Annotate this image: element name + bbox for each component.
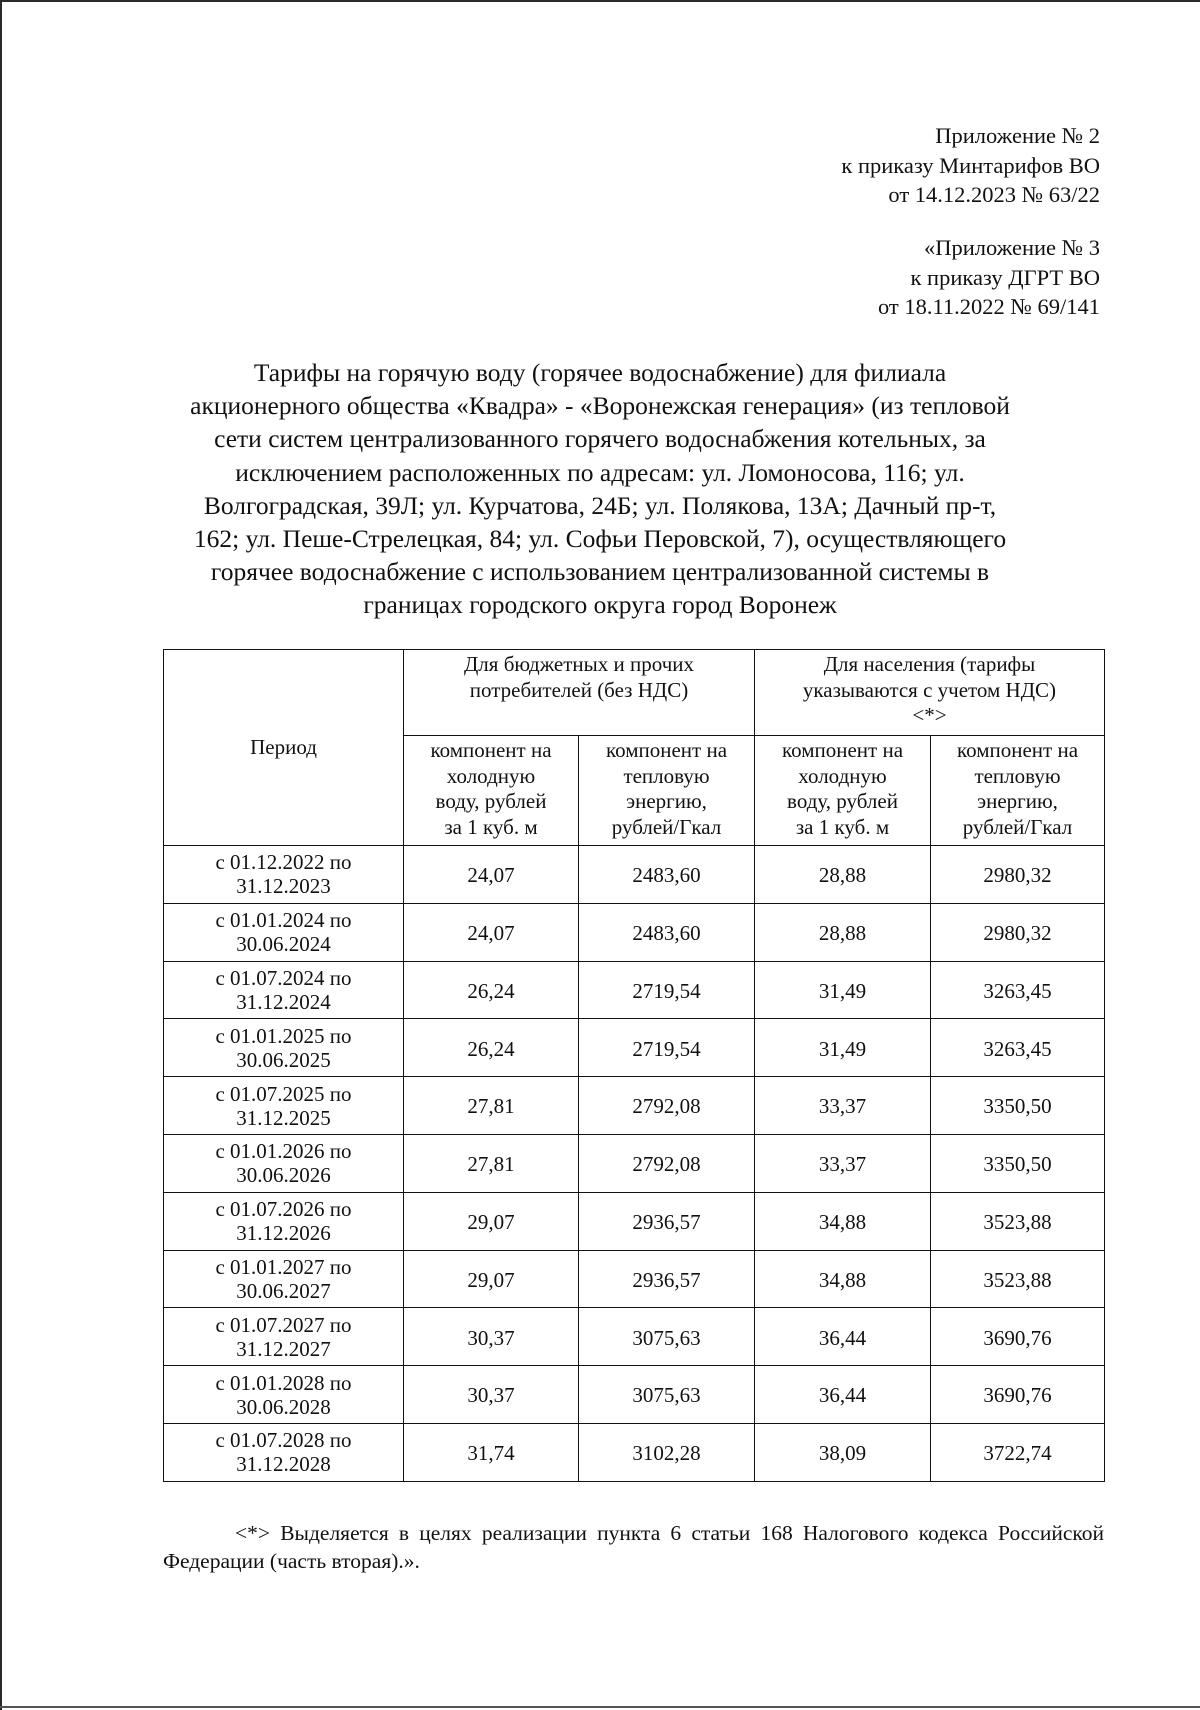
table-row (164, 1192, 1105, 1250)
period-end: 30.06.2026 (236, 1163, 331, 1188)
population-heat-energy-value: 3523,88 (931, 1192, 1105, 1250)
tariff-table-body (164, 846, 1105, 1482)
period-end: 31.12.2025 (236, 1105, 331, 1130)
title-line: акционерного общества «Квадра» - «Воронежская генерация» (из тепловой (190, 391, 1010, 421)
population-heat-energy-value: 3690,76 (931, 1366, 1105, 1424)
header-line: Для бюджетных и прочих (463, 652, 694, 676)
population-cold-water-value: 33,37 (755, 1134, 931, 1192)
period-end: 31.12.2028 (236, 1452, 331, 1477)
population-heat-energy-value: 3722,74 (931, 1423, 1105, 1481)
table-row (164, 1077, 1105, 1135)
budget-cold-water-value: 27,81 (404, 1077, 579, 1135)
period-cell (164, 1134, 404, 1192)
budget-heat-energy-value: 2936,57 (579, 1250, 755, 1308)
budget-heat-energy-value: 3075,63 (579, 1366, 755, 1424)
table-row (164, 846, 1105, 904)
table-row (164, 961, 1105, 1019)
population-heat-energy-value: 2980,32 (931, 846, 1105, 904)
attachment-2-line: от 14.12.2023 № 63/22 (888, 182, 1100, 207)
budget-consumers-header (404, 650, 755, 736)
header-line: тепловую (623, 763, 710, 788)
period-start: с 01.07.2026 по (215, 1197, 352, 1222)
attachment-2-line: Приложение № 2 (935, 123, 1100, 148)
title-line: 162; ул. Пеше-Стрелецкая, 84; ул. Софьи Перовской, 7), осуществляющего (193, 524, 1007, 554)
period-cell (164, 1019, 404, 1077)
budget-heat-energy-value: 2483,60 (579, 846, 755, 904)
attachment-2-line: к приказу Минтарифов ВО (841, 152, 1100, 178)
population-heat-energy-value: 3690,76 (931, 1308, 1105, 1366)
period-cell (164, 903, 404, 961)
population-cold-water-value: 38,09 (755, 1423, 931, 1481)
header-line: компонент на (781, 738, 904, 762)
header-line: за 1 куб. м (795, 814, 890, 839)
budget-heat-energy-value: 2792,08 (579, 1077, 755, 1135)
attachment-3-line: от 18.11.2022 № 69/141 (877, 294, 1100, 319)
budget-cold-water-value: 29,07 (404, 1192, 579, 1250)
title-line: границах городского округа город Воронеж (363, 590, 837, 620)
header-line: компонент на (956, 738, 1079, 762)
header-line: воду, рублей (435, 789, 547, 813)
header-line: воду, рублей (787, 789, 898, 813)
population-header (755, 650, 1105, 736)
table-row (164, 1019, 1105, 1077)
period-end: 31.12.2024 (236, 989, 331, 1014)
population-heat-energy-value: 3263,45 (931, 961, 1105, 1019)
period-end: 30.06.2027 (236, 1278, 331, 1303)
population-cold-water-value: 28,88 (755, 846, 931, 904)
header-line: рублей/Гкал (962, 814, 1073, 839)
period-start: с 01.07.2024 по (215, 965, 352, 990)
header-line: <*> (912, 703, 947, 727)
title-line: горячее водоснабжение с использованием централизованной системы в (210, 557, 990, 587)
population-cold-water-value: 34,88 (755, 1192, 931, 1250)
budget-heat-energy-value: 3075,63 (579, 1308, 755, 1366)
budget-cold-water-value: 26,24 (404, 1019, 579, 1077)
budget-heat-energy-value: 2719,54 (579, 1019, 755, 1077)
budget-cold-water-value: 26,24 (404, 961, 579, 1019)
population-cold-water-value: 33,37 (755, 1077, 931, 1135)
header-line: компонент на (430, 738, 552, 762)
header-line: указываются с учетом НДС) (802, 677, 1057, 702)
table-row (164, 1134, 1105, 1192)
period-end: 30.06.2028 (236, 1394, 331, 1419)
table-row (164, 1423, 1105, 1481)
heat-energy-component-header (931, 736, 1105, 846)
title-line: исключением расположенных по адресам: ул. Ломоносова, 116; ул. (235, 457, 965, 487)
period-cell (164, 1250, 404, 1308)
vat-footnote: <*> Выделяется в целях реализации пункта 6 статьи 168 Налогового кодекса Российской Федерации (часть вторая).». (163, 1521, 1104, 1573)
period-cell (164, 961, 404, 1019)
title-line: сети систем централизованного горячего водоснабжения котельных, за (214, 424, 986, 454)
population-heat-energy-value: 3523,88 (931, 1250, 1105, 1308)
period-start: с 01.07.2027 по (215, 1312, 352, 1337)
page-edge (0, 0, 1200, 2)
cold-water-component-header (755, 736, 931, 846)
budget-cold-water-value: 27,81 (404, 1134, 579, 1192)
header-line: Для населения (тарифы (823, 652, 1036, 676)
header-line: за 1 куб. м (444, 814, 538, 839)
header-line: холодную (446, 763, 536, 788)
budget-cold-water-value: 31,74 (404, 1423, 579, 1481)
header-line: энергию, (626, 789, 707, 813)
period-start: с 01.01.2027 по (215, 1254, 352, 1279)
budget-cold-water-value: 30,37 (404, 1308, 579, 1366)
cold-water-component-header (404, 736, 579, 846)
table-row (164, 1250, 1105, 1308)
budget-cold-water-value: 30,37 (404, 1366, 579, 1424)
period-end: 30.06.2025 (236, 1047, 331, 1072)
period-start: с 01.01.2026 по (215, 1139, 352, 1164)
budget-cold-water-value: 24,07 (404, 846, 579, 904)
budget-heat-energy-value: 2936,57 (579, 1192, 755, 1250)
budget-heat-energy-value: 2719,54 (579, 961, 755, 1019)
period-cell (164, 1077, 404, 1135)
period-cell (164, 1366, 404, 1424)
budget-cold-water-value: 29,07 (404, 1250, 579, 1308)
header-line: рублей/Гкал (611, 814, 722, 839)
attachment-3-line: к приказу ДГРТ ВО (910, 264, 1100, 290)
period-end: 31.12.2026 (236, 1221, 331, 1246)
period-end: 31.12.2023 (236, 874, 331, 899)
page-edge (0, 1706, 1200, 1708)
population-heat-energy-value: 3263,45 (931, 1019, 1105, 1077)
budget-cold-water-value: 24,07 (404, 903, 579, 961)
header-line: компонент на (605, 738, 728, 762)
tariff-table (163, 649, 1105, 1482)
attachment-3-header (680, 233, 1100, 322)
population-cold-water-value: 28,88 (755, 903, 931, 961)
document-title (150, 356, 1050, 622)
budget-heat-energy-value: 2792,08 (579, 1134, 755, 1192)
period-start: с 01.07.2028 по (215, 1428, 352, 1453)
population-heat-energy-value: 2980,32 (931, 903, 1105, 961)
period-cell (164, 1192, 404, 1250)
period-end: 31.12.2027 (236, 1336, 331, 1361)
header-line: энергию, (977, 789, 1058, 813)
population-cold-water-value: 34,88 (755, 1250, 931, 1308)
page-edge (0, 0, 2, 1710)
population-heat-energy-value: 3350,50 (931, 1134, 1105, 1192)
heat-energy-component-header (579, 736, 755, 846)
period-start: с 01.07.2025 по (215, 1081, 352, 1106)
period-cell (164, 846, 404, 904)
attachment-3-line: «Приложение № 3 (924, 235, 1100, 260)
population-cold-water-value: 36,44 (755, 1366, 931, 1424)
period-start: с 01.12.2022 по (215, 850, 352, 875)
table-row (164, 903, 1105, 961)
period-cell (164, 1423, 404, 1481)
attachment-2-header (680, 121, 1100, 210)
period-start: с 01.01.2024 по (215, 908, 352, 933)
header-line: тепловую (974, 763, 1061, 788)
title-line: Тарифы на горячую воду (горячее водоснабжение) для филиала (253, 358, 947, 387)
header-line: потребителей (без НДС) (469, 677, 689, 702)
budget-heat-energy-value: 3102,28 (579, 1423, 755, 1481)
period-cell (164, 1308, 404, 1366)
population-heat-energy-value: 3350,50 (931, 1077, 1105, 1135)
population-cold-water-value: 36,44 (755, 1308, 931, 1366)
period-start: с 01.01.2028 по (215, 1370, 352, 1395)
title-line: Волгоградская, 39Л; ул. Курчатова, 24Б; ул. Полякова, 13А; Дачный пр-т, (203, 490, 997, 520)
period-end: 30.06.2024 (236, 932, 331, 957)
table-row (164, 1366, 1105, 1424)
table-row (164, 1308, 1105, 1366)
population-cold-water-value: 31,49 (755, 1019, 931, 1077)
period-header: Период (164, 650, 404, 846)
budget-heat-energy-value: 2483,60 (579, 903, 755, 961)
population-cold-water-value: 31,49 (755, 961, 931, 1019)
period-start: с 01.01.2025 по (215, 1023, 352, 1048)
header-line: холодную (798, 763, 887, 788)
